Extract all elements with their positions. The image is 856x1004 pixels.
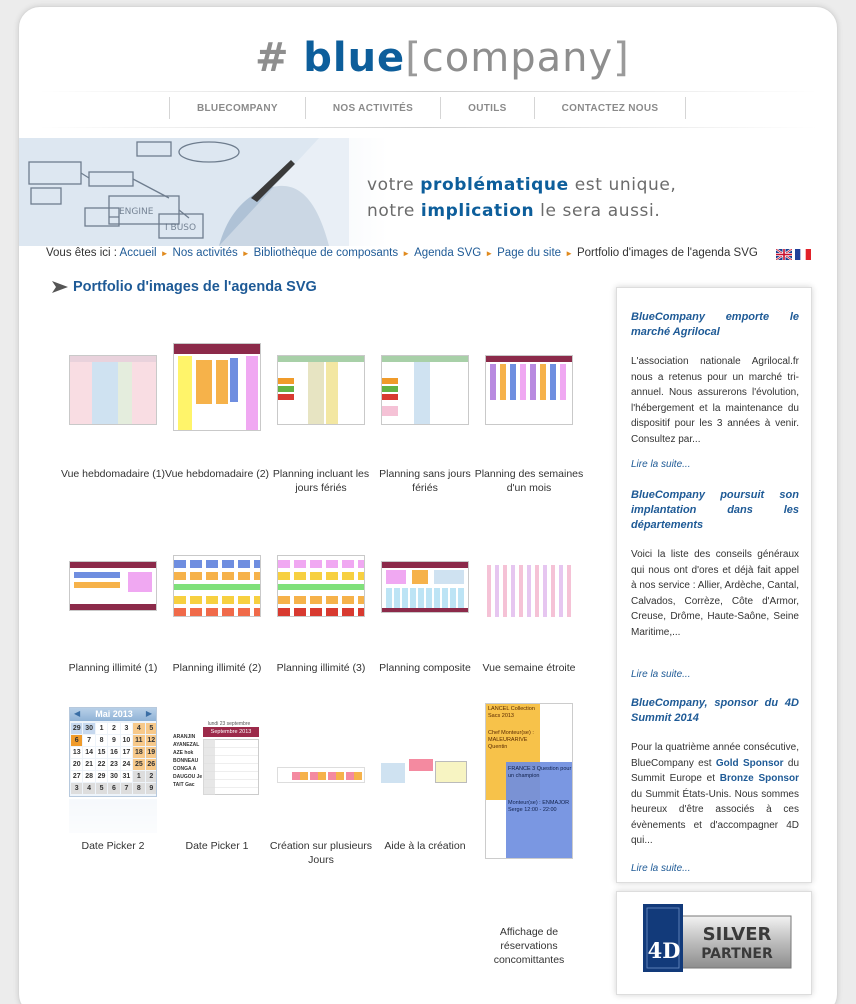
breadcrumb-arrow-icon: ► <box>241 249 250 258</box>
thumbnail-image <box>485 355 573 425</box>
gold-sponsor-label: Gold Sponsor <box>715 757 784 769</box>
site-logo[interactable] <box>255 35 630 87</box>
datepicker-day[interactable]: 29 <box>72 725 81 732</box>
breadcrumb-current: Portfolio d'images de l'agenda SVG <box>576 247 758 259</box>
booking-a-text: LANCEL Collection Sacs 2013 <box>488 706 535 719</box>
page-container <box>18 6 838 1004</box>
breadcrumb-activites[interactable]: Nos activités <box>172 247 238 259</box>
logo-blue: blue <box>303 35 406 81</box>
thumbnail-image <box>381 561 469 613</box>
news-sidebar <box>616 287 812 883</box>
datepicker-2-image <box>69 707 157 797</box>
breadcrumb-prefix: Vous êtes ici : <box>46 247 117 259</box>
breadcrumb-arrow-icon: ► <box>565 249 573 258</box>
datepicker-day[interactable]: 15 <box>97 749 106 756</box>
datepicker-day[interactable]: 18 <box>134 749 143 756</box>
datepicker-day[interactable]: 23 <box>110 761 118 768</box>
nav-item-contact[interactable]: CONTACTEZ NOUS <box>534 97 687 119</box>
datepicker-month-label: Mai 2013 <box>95 709 133 719</box>
breadcrumb-arrow-icon: ► <box>160 249 169 258</box>
portfolio-caption: Date Picker 1 <box>185 840 249 852</box>
datepicker-day[interactable]: 30 <box>110 773 118 780</box>
datepicker-day[interactable]: 12 <box>147 737 156 744</box>
resource-name: TAIT Gac <box>173 782 195 788</box>
datepicker-day[interactable]: 19 <box>147 749 156 756</box>
breadcrumb-accueil[interactable]: Accueil <box>119 247 157 259</box>
logo-bracket-open: [ <box>405 35 422 81</box>
datepicker-day[interactable]: 10 <box>122 737 131 744</box>
news-title[interactable]: BlueCompany emporte le marché Agrilocal <box>631 311 799 338</box>
sketch-diagram-image <box>19 138 349 246</box>
breadcrumb-arrow-icon: ► <box>402 249 411 258</box>
resource-name: AYANEZAL <box>173 742 200 748</box>
bronze-sponsor-label: Bronze Sponsor <box>719 773 799 784</box>
datepicker-day[interactable]: 8 <box>133 783 144 794</box>
datepicker-day[interactable]: 2 <box>146 771 157 782</box>
datepicker-1-month: Septembre 2013 <box>203 727 259 737</box>
portfolio-caption: Planning illimité (3) <box>276 662 366 674</box>
resource-name: BONNEAU <box>173 758 199 764</box>
datepicker-day[interactable]: 7 <box>121 783 132 794</box>
news-item <box>631 696 799 849</box>
datepicker-day[interactable]: 27 <box>72 773 81 780</box>
nav-divider-top <box>39 91 817 92</box>
news-body: L'association nationale Agrilocal.fr nous a retenus pour un marché tri-annuel. Nous assurerons l'évolution, l'hébergement et la maintenance du dispositif pour les 3 années à venir. Consultez par... <box>631 356 799 445</box>
nav-item-outils[interactable]: OUTILS <box>440 97 533 119</box>
datepicker-day[interactable]: 22 <box>97 761 106 768</box>
booking-d-text: Monteur(se) : ENMAJOR Serge 12:00 - 22:00 <box>508 800 570 813</box>
svg-text:I BUSO: I BUSO <box>165 223 197 233</box>
datepicker-day[interactable]: 6 <box>71 735 82 746</box>
read-more-link[interactable]: Lire la suite... <box>631 459 691 470</box>
portfolio-caption: Vue semaine étroite <box>482 662 576 674</box>
news-body: Pour la quatrième année consécutive, BlueCompany est Gold Sponsor du Summit Europe et Bronze Sponsor du Summit États-Unis. Nous sommes heureux d'être associés à ces évènements et d'accompagner 4D qui... <box>631 742 799 846</box>
datepicker-day[interactable]: 7 <box>83 735 94 746</box>
datepicker-day-grid <box>71 723 157 794</box>
portfolio-caption: Planning illimité (2) <box>172 662 262 674</box>
breadcrumb-arrow-icon: ► <box>485 249 494 258</box>
breadcrumb-agenda[interactable]: Agenda SVG <box>414 247 482 259</box>
datepicker-day[interactable]: 1 <box>133 771 144 782</box>
datepicker-day[interactable]: 28 <box>85 773 94 780</box>
nav-item-bluecompany[interactable]: BLUECOMPANY <box>169 97 305 119</box>
datepicker-day[interactable]: 3 <box>121 723 132 734</box>
news-title[interactable]: BlueCompany poursuit son implantation dans les départements <box>631 489 799 531</box>
datepicker-day[interactable]: 8 <box>96 735 107 746</box>
news-item <box>631 488 799 640</box>
datepicker-day[interactable]: 4 <box>83 783 94 794</box>
datepicker-day[interactable]: 21 <box>85 761 94 768</box>
thumbnail-image <box>69 561 157 611</box>
resource-name: DAUGOU Je <box>173 774 203 780</box>
datepicker-1-names <box>173 733 203 789</box>
next-month-icon: ▶ <box>145 709 152 718</box>
news-title[interactable]: BlueCompany, sponsor du 4D Summit 2014 <box>631 697 799 724</box>
portfolio-caption: Vue hebdomadaire (2) <box>164 468 270 480</box>
datepicker-day[interactable]: 17 <box>122 749 131 756</box>
partner-line-2: PARTNER <box>701 946 773 962</box>
resource-name: CONGA A <box>173 766 197 772</box>
datepicker-day[interactable]: 3 <box>71 783 82 794</box>
breadcrumb <box>46 247 758 259</box>
portfolio-caption: Planning composite <box>379 662 471 674</box>
datepicker-day[interactable]: 11 <box>133 735 144 746</box>
datepicker-day[interactable]: 2 <box>108 723 119 734</box>
datepicker-day[interactable]: 20 <box>72 761 81 768</box>
nav-divider-bottom <box>39 127 817 128</box>
prev-month-icon: ◀ <box>74 709 81 718</box>
datepicker-day[interactable]: 9 <box>108 735 119 746</box>
portfolio-caption: Création sur plusieurs Jours <box>269 840 373 866</box>
datepicker-day[interactable]: 9 <box>146 783 157 794</box>
news-body: Voici la liste des conseils généraux qui nous ont d'ores et déjà fait appel à nos service : Allier, Ardèche, Cantal, Calvados, Corrèze, Côte d'Armor, Creuse, Drôme, Haute-Saône, Seine Maritime,... <box>631 549 799 638</box>
nav-item-activites[interactable]: NOS ACTIVITÉS <box>305 97 440 119</box>
datepicker-day[interactable]: 6 <box>108 783 119 794</box>
thumbnail-image <box>277 767 365 783</box>
booking-b-text: Chef Monteur(se) : MALEURARIVE Quentin <box>488 730 534 750</box>
thumbnail-image <box>173 555 261 617</box>
thumbnail-image <box>69 355 157 425</box>
concurrent-bookings-image <box>485 703 573 859</box>
portfolio-caption: Planning incluant les jours fériés <box>272 468 370 494</box>
fr-flag-icon[interactable] <box>795 249 811 260</box>
datepicker-day[interactable]: 31 <box>122 773 131 780</box>
breadcrumb-bibliotheque[interactable]: Bibliothèque de composants <box>253 247 399 259</box>
portfolio-caption: Planning illimité (1) <box>68 662 158 674</box>
booking-c-text: FRANCE 3 Question pour un champion <box>508 766 572 779</box>
thumbnail-image <box>381 355 469 425</box>
thumbnail-image <box>381 759 469 787</box>
read-more-link[interactable]: Lire la suite... <box>631 863 691 874</box>
datepicker-day[interactable]: 26 <box>147 761 156 768</box>
news-item <box>631 310 799 447</box>
portfolio-caption: Planning des semaines d'un mois <box>474 468 584 494</box>
datepicker-day[interactable]: 30 <box>85 725 94 732</box>
datepicker-day[interactable]: 14 <box>85 749 94 756</box>
logo-hash: # <box>255 35 290 81</box>
language-switcher <box>776 249 811 260</box>
partner-line-1: SILVER <box>702 924 772 945</box>
logo-company: company <box>421 35 614 81</box>
datepicker-day[interactable]: 5 <box>146 723 157 734</box>
thumbnail-image <box>173 343 261 431</box>
datepicker-day[interactable]: 13 <box>72 749 81 756</box>
breadcrumb-page-site[interactable]: Page du site <box>497 247 562 259</box>
resource-name: ARANJIN <box>173 734 196 740</box>
4d-mark: 4D <box>647 938 681 963</box>
datepicker-1-image: lundi 23 septembre Septembre 2013 ARANJIN AYANEZAL AZE hok BONNEAU CONGA A DAUGOU Je TAIT Gac <box>173 721 261 799</box>
main-nav <box>169 97 686 123</box>
uk-flag-icon[interactable] <box>776 249 792 260</box>
page-title: Portfolio d'images de l'agenda SVG <box>51 279 317 295</box>
portfolio-caption: Vue hebdomadaire (1) <box>60 468 166 480</box>
datepicker-day[interactable]: 4 <box>133 723 144 734</box>
title-arrow-icon <box>51 280 69 294</box>
portfolio-caption: Date Picker 2 <box>81 840 145 852</box>
read-more-link[interactable]: Lire la suite... <box>631 669 691 680</box>
portfolio-caption: Affichage de réservations concomittantes <box>493 926 565 966</box>
datepicker-day[interactable]: 5 <box>96 783 107 794</box>
thumbnail-image <box>277 355 365 425</box>
reflection <box>69 799 157 833</box>
banner-tagline: votre problématique est unique, notre implication le sera aussi. <box>367 175 677 221</box>
thumbnail-image <box>277 555 365 617</box>
resource-name: AZE hok <box>173 750 194 756</box>
datepicker-day[interactable]: 1 <box>96 723 107 734</box>
hero-banner <box>19 138 838 246</box>
svg-text:ENGINE: ENGINE <box>119 207 154 217</box>
datepicker-day[interactable]: 29 <box>97 773 106 780</box>
portfolio-caption: Aide à la création <box>384 840 466 852</box>
logo-bracket-close: ] <box>613 35 630 81</box>
thumbnail-image <box>485 559 573 617</box>
datepicker-day[interactable]: 24 <box>122 761 131 768</box>
silver-partner-badge[interactable] <box>616 891 812 995</box>
datepicker-day[interactable]: 16 <box>110 749 118 756</box>
portfolio-caption: Planning sans jours fériés <box>379 468 471 494</box>
datepicker-day[interactable]: 25 <box>134 761 143 768</box>
